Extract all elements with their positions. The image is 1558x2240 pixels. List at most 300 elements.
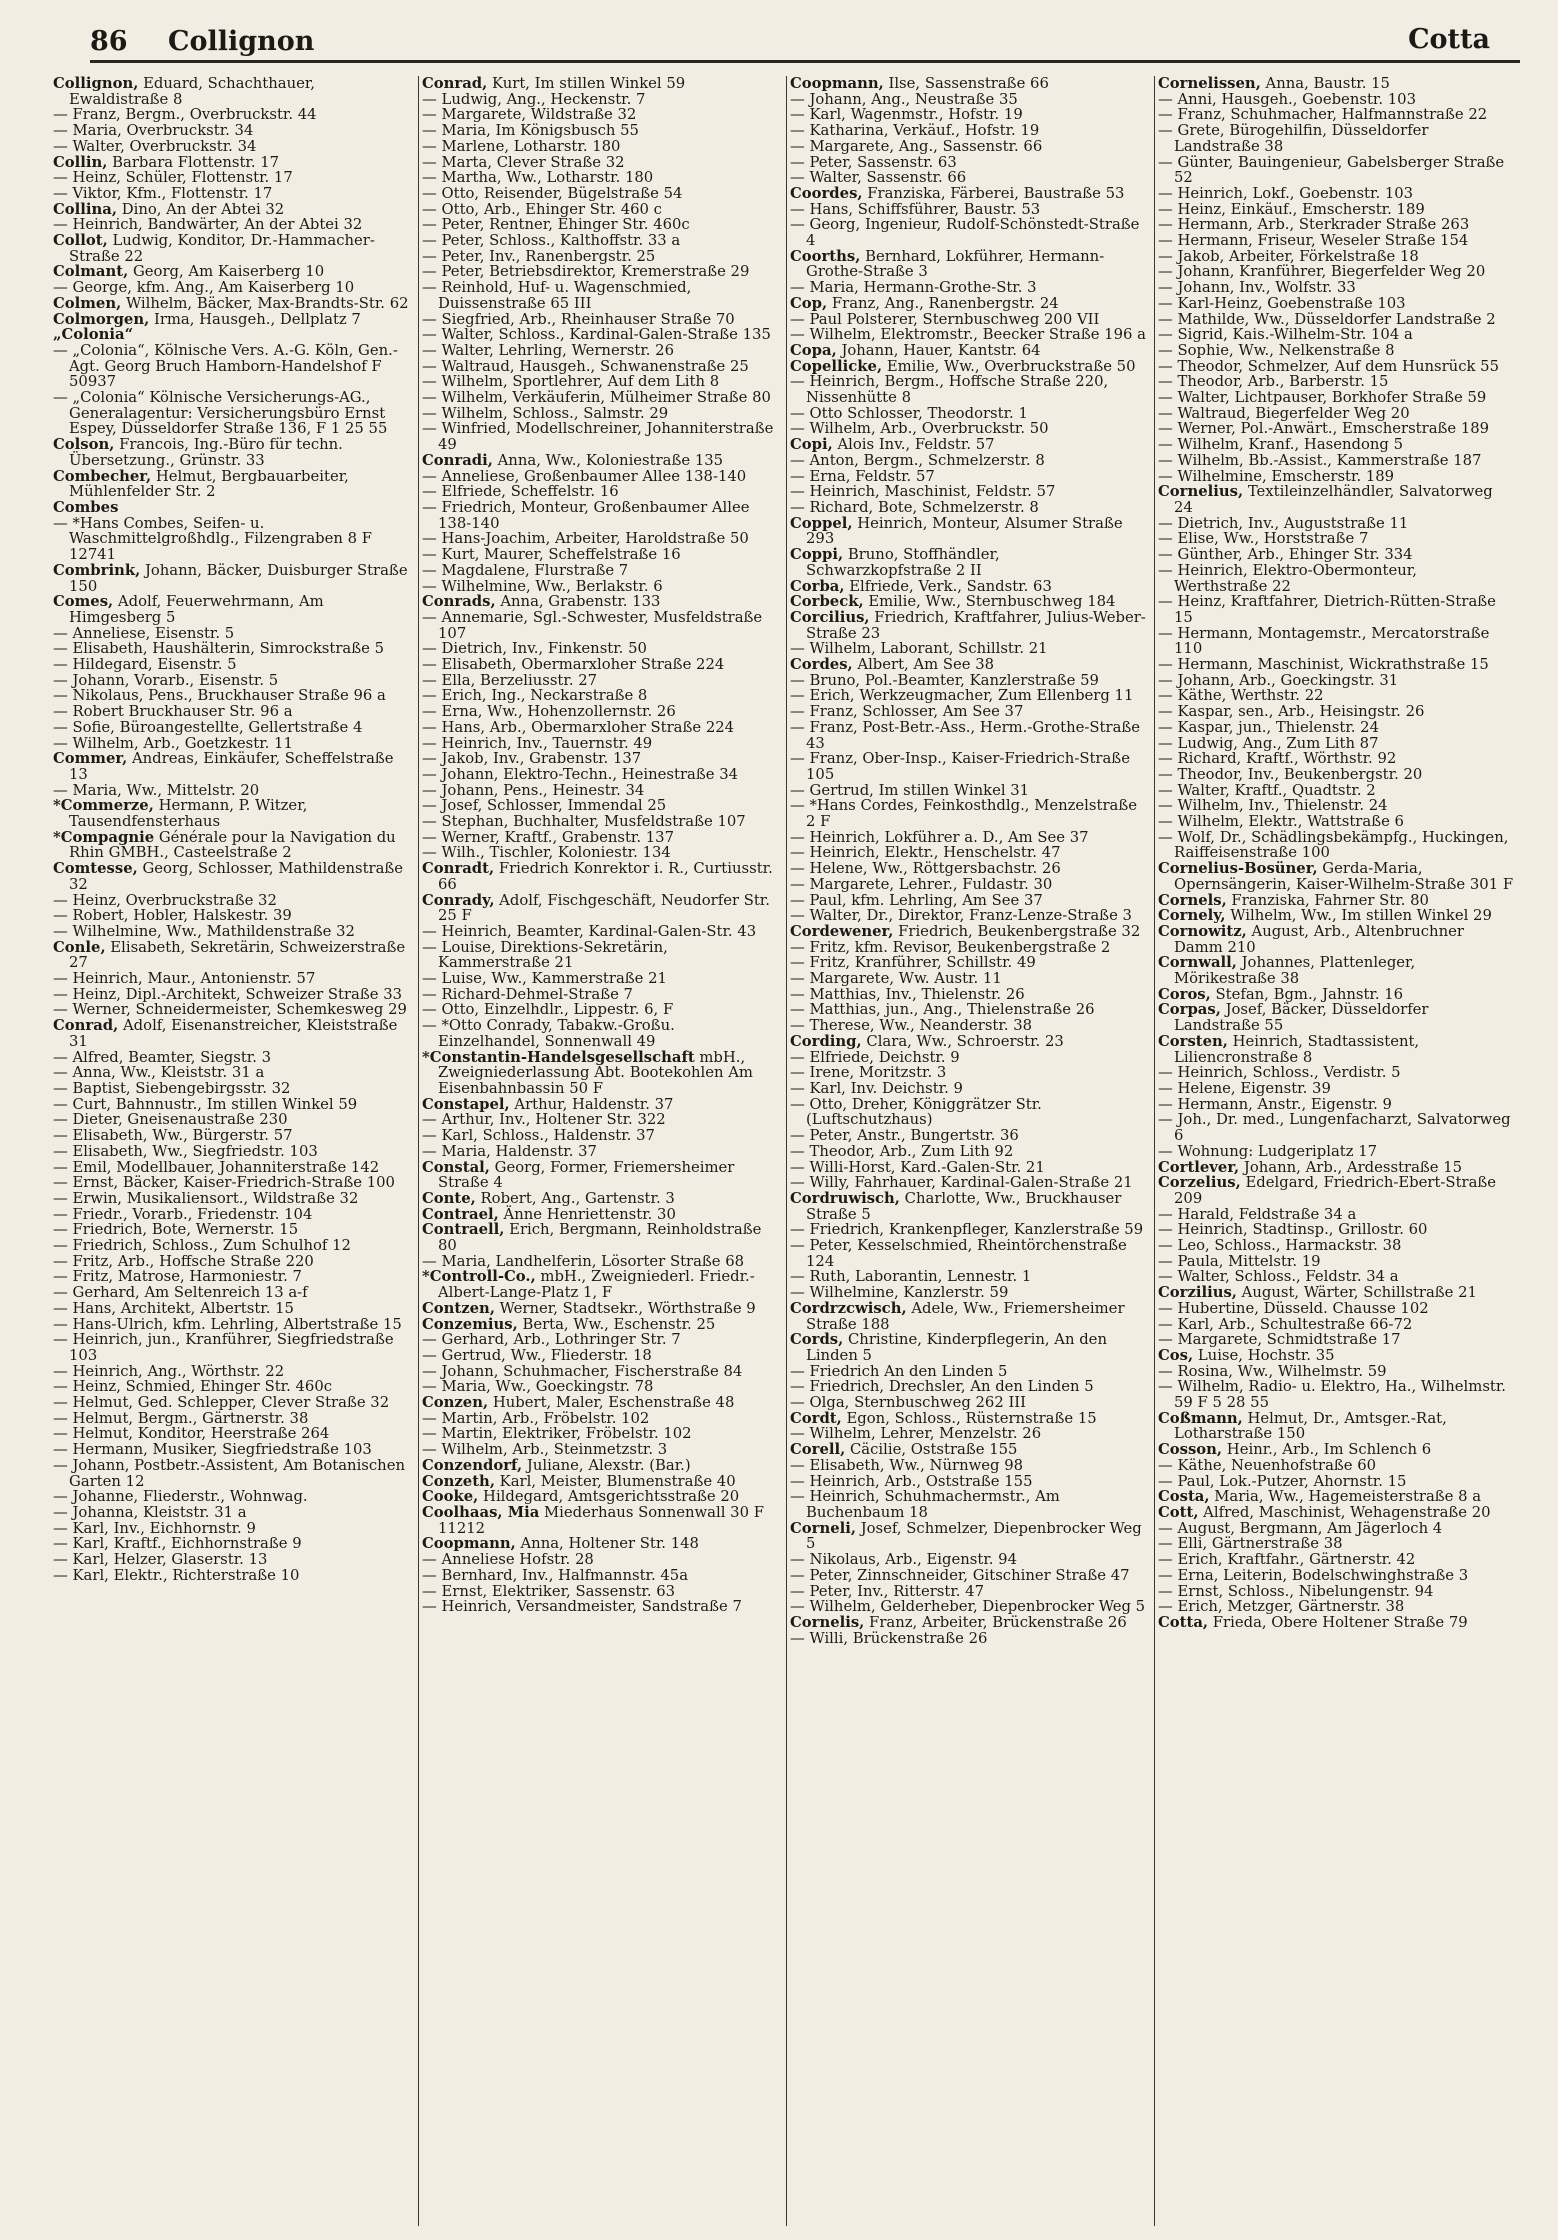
directory-entry	[422, 531, 778, 547]
entry-text: Adolf, Fischgeschäft, Neudorfer Str. 25 F	[438, 891, 770, 925]
directory-entry	[790, 861, 1146, 877]
directory-entry	[790, 908, 1146, 924]
entry-text: — Erwin, Musikaliensort., Wildstraße 32	[53, 1189, 359, 1207]
entry-text: — Heinrich, Maur., Antonienstr. 57	[53, 970, 316, 988]
directory-entry	[422, 594, 778, 610]
directory-entry	[790, 1081, 1146, 1097]
directory-entry	[1158, 264, 1514, 280]
entry-text: Albert, Am See 38	[852, 656, 995, 674]
entry-text: — Franz, Post-Betr.-Ass., Herm.-Grothe-Straße 43	[790, 718, 1141, 752]
surname-heading: Cornowitz,	[1158, 922, 1247, 940]
entry-text: — Waltraud, Hausgeh., Schwanenstraße 25	[422, 357, 749, 375]
entry-text: Christine, Kinderpflegerin, An den Linden 5	[806, 1331, 1107, 1364]
directory-entry	[53, 736, 410, 752]
entry-text: — Ernst, Schloss., Nibelungenstr. 94	[1158, 1582, 1434, 1600]
entry-text: Ludwig, Konditor, Dr.-Hammacher-Straße 22	[69, 232, 375, 265]
directory-entry	[1158, 123, 1514, 154]
entry-text: — Franz, Schuhmacher, Halfmannstraße 22	[1158, 106, 1488, 124]
directory-entry	[1158, 830, 1514, 861]
directory-entry	[53, 1521, 410, 1537]
directory-entry	[422, 751, 778, 767]
entry-text: — Erna, Feldstr. 57	[790, 467, 935, 485]
directory-entry	[1158, 1269, 1514, 1285]
entry-text: — Ella, Berzeliusstr. 27	[422, 671, 598, 689]
directory-entry	[53, 280, 410, 296]
directory-entry	[53, 924, 410, 940]
directory-entry	[1158, 1348, 1514, 1364]
header-rule	[90, 60, 1520, 63]
entry-text: Charlotte, Ww., Bruckhauser Straße 5	[806, 1189, 1122, 1223]
entry-text: — Paul, Lok.-Putzer, Ahornstr. 15	[1158, 1472, 1407, 1490]
entry-text: Friedrich, Beukenbergstraße 32	[893, 922, 1141, 940]
entry-text: Elisabeth, Sekretärin, Schweizerstraße 27	[69, 938, 406, 972]
directory-entry	[53, 1144, 410, 1160]
directory-entry	[422, 1254, 778, 1270]
directory-entry	[1158, 484, 1514, 515]
entry-text: — Baptist, Siebengebirgsstr. 32	[53, 1080, 291, 1097]
directory-entry	[422, 861, 778, 892]
directory-entry	[790, 657, 1146, 673]
entry-text: — Ludwig, Ang., Zum Lith 87	[1158, 734, 1379, 752]
entry-text: — Elisabeth, Ww., Bürgerstr. 57	[53, 1127, 293, 1145]
surname-heading: Coopmann,	[790, 76, 884, 92]
directory-entry	[1158, 1505, 1514, 1521]
directory-entry	[53, 641, 410, 657]
entry-text: — Johanna, Kleiststr. 31 a	[53, 1503, 247, 1521]
entry-text: — Erich, Metzger, Gärtnerstr. 38	[1158, 1598, 1405, 1616]
directory-entry	[790, 1332, 1146, 1363]
directory-entry	[1158, 1238, 1514, 1254]
surname-heading: Cooke,	[422, 1488, 479, 1506]
directory-entry	[422, 1379, 778, 1395]
directory-entry	[790, 1631, 1146, 1647]
directory-entry	[1158, 390, 1514, 406]
entry-text: — Matthias, Inv., Thielenstr. 26	[790, 985, 1025, 1003]
directory-entry	[1158, 327, 1514, 343]
directory-entry	[1158, 547, 1514, 563]
directory-entry	[53, 1050, 410, 1066]
column-2	[418, 76, 786, 2226]
directory-entry	[790, 1160, 1146, 1176]
entry-text: Josef, Bäcker, Düsseldorfer Landstraße 55	[1174, 1001, 1429, 1035]
entry-text: — Kaspar, jun., Thielenstr. 24	[1158, 718, 1380, 736]
directory-entry	[1158, 1568, 1514, 1584]
entry-text: — Peter, Rentner, Ehinger Str. 460c	[422, 216, 690, 234]
entry-text: — Luise, Ww., Kammerstraße 21	[422, 970, 667, 988]
directory-entry	[53, 908, 410, 924]
entry-text: — Wilhelm, Kranf., Hasendong 5	[1158, 436, 1404, 454]
directory-entry	[790, 704, 1146, 720]
directory-entry	[1158, 217, 1514, 233]
directory-entry	[53, 312, 410, 328]
directory-entry	[790, 374, 1146, 405]
directory-entry	[790, 280, 1146, 296]
entry-text: — Peter, Zinnschneider, Gitschiner Straße 47	[790, 1566, 1130, 1584]
entry-text: — Heinrich, Elektr., Henschelstr. 47	[790, 844, 1061, 862]
surname-heading: Combecher,	[53, 467, 152, 485]
directory-entry	[422, 1395, 778, 1411]
directory-entry	[53, 1426, 410, 1442]
directory-entry	[1158, 1332, 1514, 1348]
directory-entry	[1158, 359, 1514, 375]
entry-text: — Elfriede, Deichstr. 9	[790, 1048, 960, 1066]
directory-entry	[53, 1552, 410, 1568]
entry-text: — Johann, Inv., Wolfstr. 33	[1158, 279, 1356, 297]
entry-text: — Peter, Anstr., Bungertstr. 36	[790, 1127, 1019, 1145]
entry-text: — Peter, Sassenstr. 63	[790, 153, 957, 171]
directory-entry	[422, 1442, 778, 1458]
directory-entry	[53, 626, 410, 642]
surname-heading: Cornely,	[1158, 907, 1226, 925]
directory-entry	[422, 987, 778, 1003]
entry-text: — Wilhelm, Bb.-Assist., Kammerstraße 187	[1158, 451, 1482, 469]
entry-text: — Wilhelm, Arb., Goetzkestr. 11	[53, 734, 293, 752]
directory-entry	[422, 1207, 778, 1223]
directory-entry	[790, 1301, 1146, 1332]
directory-entry	[422, 186, 778, 202]
entry-text: — Annemarie, Sgl.-Schwester, Musfeldstraße 107	[422, 608, 763, 642]
entry-text: — Paula, Mittelstr. 19	[1158, 1252, 1321, 1270]
directory-entry	[790, 1269, 1146, 1285]
entry-text: — Heinrich, Ang., Wörthstr. 22	[53, 1362, 285, 1380]
entry-text: — Anneliese, Großenbaumer Allee 138-140	[422, 467, 747, 485]
entry-text: — Wilhelmine, Ww., Mathildenstraße 32	[53, 922, 355, 940]
entry-text: — Otto Schlosser, Theodorstr. 1	[790, 404, 1028, 422]
surname-heading: Conzendorf,	[422, 1456, 523, 1474]
directory-entry	[53, 1379, 410, 1395]
entry-text: — Walter, Lichtpauser, Borkhofer Straße 59	[1158, 389, 1487, 407]
directory-entry	[1158, 312, 1514, 328]
directory-entry	[1158, 1081, 1514, 1097]
page-number: 86	[90, 26, 128, 57]
entry-text: — Walter, Sassenstr. 66	[790, 169, 967, 187]
entry-text: — Richard, Bote, Schmelzerstr. 8	[790, 498, 1039, 516]
entry-text: Andreas, Einkäufer, Scheffelstraße 13	[69, 750, 394, 783]
directory-entry	[422, 924, 778, 940]
directory-entry	[422, 1317, 778, 1333]
directory-entry	[422, 641, 778, 657]
directory-entry	[1158, 1364, 1514, 1380]
entry-text: — Marta, Clever Straße 32	[422, 153, 625, 171]
entry-text: — Karl, Helzer, Glaserstr. 13	[53, 1551, 268, 1569]
entry-text: — Kaspar, sen., Arb., Heisingstr. 26	[1158, 703, 1425, 721]
entry-text: — Friedrich, Monteur, Großenbaumer Allee 138-140	[422, 498, 750, 532]
surname-heading: Colmant,	[53, 263, 129, 281]
entry-text: — Bruno, Pol.-Beamter, Kanzlerstraße 59	[790, 671, 1099, 689]
directory-entry	[422, 1489, 778, 1505]
directory-entry	[422, 783, 778, 799]
surname-heading: Conrads,	[422, 593, 496, 611]
surname-heading: Collin,	[53, 153, 108, 171]
entry-text: — Erna, Ww., Hohenzollernstr. 26	[422, 703, 676, 721]
directory-entry	[1158, 704, 1514, 720]
entry-text: — Bernhard, Inv., Halfmannstr. 45a	[422, 1566, 689, 1584]
directory-entry	[422, 1097, 778, 1113]
left-running-head: Collignon	[168, 26, 315, 57]
surname-heading: Cornelis,	[790, 1613, 865, 1631]
entry-text: — Elisabeth, Ww., Siegfriedstr. 103	[53, 1142, 318, 1160]
directory-entry	[422, 1536, 778, 1552]
entry-text: — Wohnung: Ludgeriplatz 17	[1158, 1142, 1378, 1160]
entry-text: — Katharina, Verkäuf., Hofstr. 19	[790, 122, 1040, 140]
directory-entry	[53, 1097, 410, 1113]
surname-heading: Comes,	[53, 593, 114, 611]
directory-entry	[422, 1332, 778, 1348]
directory-entry	[422, 704, 778, 720]
directory-entry	[53, 594, 410, 625]
directory-entry	[790, 1552, 1146, 1568]
directory-entry	[422, 720, 778, 736]
entry-text: — Wolf, Dr., Schädlingsbekämpfg., Huckingen, Raiffeisenstraße 100	[1158, 828, 1509, 862]
directory-entry	[53, 987, 410, 1003]
directory-entry	[53, 217, 410, 233]
entry-text: — Ernst, Bäcker, Kaiser-Friedrich-Straße 100	[53, 1174, 395, 1192]
directory-entry	[790, 516, 1146, 547]
entry-text: — Maria, Ww., Goeckingstr. 78	[422, 1378, 654, 1396]
entry-text: — Heinrich, Lokf., Goebenstr. 103	[1158, 184, 1414, 202]
entry-text: — Wilhelm, Schloss., Salmstr. 29	[422, 404, 669, 422]
surname-heading: Collignon,	[53, 76, 139, 92]
entry-text: — Theodor, Schmelzer, Auf dem Hunsrück 55	[1158, 357, 1499, 375]
entry-text: Johann, Arb., Ardesstraße 15	[1239, 1158, 1463, 1176]
directory-entry	[1158, 1458, 1514, 1474]
entry-text: — Karl, Inv., Eichhornstr. 9	[53, 1519, 256, 1537]
directory-entry	[422, 233, 778, 249]
entry-text: — Louise, Direktions-Sekretärin, Kammerstraße 21	[422, 938, 668, 972]
entry-text: — Hans, Schiffsführer, Baustr. 53	[790, 200, 1041, 218]
directory-entry	[422, 202, 778, 218]
entry-text: Georg, Schlosser, Mathildenstraße 32	[69, 860, 404, 893]
entry-text: — Hermann, Arb., Sterkrader Straße 263	[1158, 216, 1470, 234]
entry-text: Dino, An der Abtei 32	[117, 200, 285, 218]
surname-heading: Cop,	[790, 294, 828, 312]
entry-text: — Karl, Arb., Schultestraße 66-72	[1158, 1315, 1413, 1333]
directory-entry	[422, 92, 778, 108]
entry-text: Luise, Hochstr. 35	[1193, 1346, 1335, 1364]
entry-text: — Karl, Inv. Deichstr. 9	[790, 1080, 963, 1097]
entry-text: — Johann, Postbetr.-Assistent, Am Botanischen Garten 12	[53, 1456, 406, 1490]
entry-text: Friedrich, Kraftfahrer, Julius-Weber-Straße 23	[806, 608, 1146, 642]
directory-entry	[790, 469, 1146, 485]
directory-entry	[422, 547, 778, 563]
directory-entry	[790, 500, 1146, 516]
entry-text: — Paul, kfm. Lehrling, Am See 37	[790, 891, 1043, 909]
directory-entry	[790, 940, 1146, 956]
directory-entry	[422, 170, 778, 186]
entry-text: — Franz, Bergm., Overbruckstr. 44	[53, 106, 317, 124]
directory-entry	[53, 1112, 410, 1128]
entry-text: — Wilhelm, Arb., Steinmetzstr. 3	[422, 1441, 668, 1459]
entry-text: Emilie, Ww., Sternbuschweg 184	[863, 593, 1116, 611]
entry-text: mbH., Zweigniederlassung Abt. Bootekohlen Am Eisenbahnbassin 50 F	[438, 1048, 753, 1097]
directory-entry	[790, 1034, 1146, 1050]
directory-entry	[422, 657, 778, 673]
entry-text: Franziska, Fahrner Str. 80	[1226, 891, 1429, 909]
entry-text: Karl, Meister, Blumenstraße 40	[494, 1472, 736, 1490]
entry-text: — Heinz, Dipl.-Architekt, Schweizer Straße 33	[53, 985, 403, 1003]
surname-heading: Cords,	[790, 1331, 844, 1349]
entry-text: Johannes, Plattenleger, Mörikestraße 38	[1174, 954, 1416, 988]
surname-heading: Cornelius-Bosüner,	[1158, 860, 1318, 878]
entry-text: — Wilhelm, Lehrer, Menzelstr. 26	[790, 1425, 1042, 1443]
directory-entry	[422, 767, 778, 783]
entry-text: — Wilhelm, Verkäuferin, Mülheimer Straße 80	[422, 389, 771, 407]
directory-entry	[53, 830, 410, 861]
entry-text: — Harald, Feldstraße 34 a	[1158, 1205, 1357, 1223]
surname-heading: Constal,	[422, 1158, 490, 1176]
surname-heading: Cordrzcwisch,	[790, 1299, 907, 1317]
entry-text: — Walter, Lehrling, Wernerstr. 26	[422, 341, 675, 359]
directory-entry	[53, 343, 410, 390]
directory-entry	[422, 249, 778, 265]
entry-text: Textileinzelhändler, Salvatorweg 24	[1174, 483, 1493, 516]
directory-entry	[53, 1175, 410, 1191]
directory-entry	[53, 1207, 410, 1223]
entry-text: Elfriede, Verk., Sandstr. 63	[844, 577, 1052, 595]
directory-entry	[53, 1018, 410, 1049]
directory-entry	[1158, 893, 1514, 909]
directory-entry	[1158, 783, 1514, 799]
directory-entry	[790, 1442, 1146, 1458]
directory-entry	[422, 1128, 778, 1144]
page-header	[40, 20, 1520, 66]
surname-heading: Colson,	[53, 436, 115, 454]
surname-heading: Cos,	[1158, 1346, 1194, 1364]
directory-entry	[1158, 594, 1514, 625]
directory-entry	[422, 155, 778, 171]
directory-entry	[422, 673, 778, 689]
entry-text: — Winfried, Modellschreiner, Johanniterstraße 49	[422, 420, 774, 454]
entry-text: — Wilhelm, Elektr., Wattstraße 6	[1158, 813, 1404, 831]
directory-entry	[790, 845, 1146, 861]
entry-text: — Fritz, Kranführer, Schillstr. 49	[790, 954, 1036, 972]
entry-text: — Werner, Pol.-Anwärt., Emscherstraße 189	[1158, 420, 1490, 438]
directory-entry	[790, 484, 1146, 500]
entry-text: — Willi, Brückenstraße 26	[790, 1629, 988, 1647]
entry-text: — Georg, Ingenieur, Rudolf-Schönstedt-Straße 4	[790, 216, 1140, 250]
entry-text: Irma, Hausgeh., Dellplatz 7	[149, 310, 361, 328]
directory-entry	[422, 280, 778, 311]
entry-text: — Sophie, Ww., Nelkenstraße 8	[1158, 341, 1395, 359]
surname-heading: Corba,	[790, 577, 845, 595]
entry-text: — Maria, Overbruckstr. 34	[53, 122, 254, 140]
surname-heading: Corcilius,	[790, 608, 870, 626]
entry-text: — Walter, Dr., Direktor, Franz-Lenze-Straße 3	[790, 907, 1132, 925]
entry-text: — Johann, Vorarb., Eisenstr. 5	[53, 671, 279, 689]
entry-text: — Käthe, Werthstr. 22	[1158, 687, 1324, 705]
directory-entry	[53, 469, 410, 500]
surname-heading: Cornelius,	[1158, 483, 1244, 501]
entry-text: — Fritz, Matrose, Harmoniestr. 7	[53, 1268, 302, 1286]
surname-heading: Conradt,	[422, 860, 495, 878]
directory-entry	[53, 798, 410, 829]
entry-text: — Margarete, Wildstraße 32	[422, 106, 637, 124]
directory-entry	[1158, 1411, 1514, 1442]
directory-entry	[790, 217, 1146, 248]
directory-entry	[1158, 186, 1514, 202]
directory-entry	[1158, 202, 1514, 218]
directory-entry	[1158, 1285, 1514, 1301]
directory-entry	[53, 783, 410, 799]
entry-text: Egon, Schloss., Rüsternstraße 15	[841, 1409, 1097, 1427]
entry-text: Anna, Ww., Koloniestraße 135	[492, 451, 724, 469]
entry-text: Barbara Flottenstr. 17	[107, 153, 280, 171]
entry-text: Georg, Former, Friemersheimer Straße 4	[438, 1158, 735, 1192]
directory-entry	[422, 1568, 778, 1584]
entry-text: — Hans-Ulrich, kfm. Lehrling, Albertstraße 15	[53, 1315, 402, 1333]
directory-entry	[1158, 1317, 1514, 1333]
entry-text: — Helmut, Bergm., Gärtnerstr. 38	[53, 1409, 309, 1427]
entry-text: — Karl, Elektr., Richterstraße 10	[53, 1566, 300, 1584]
directory-entry	[53, 1301, 410, 1317]
entry-text: — Werner, Schneidermeister, Schemkesweg 29	[53, 1001, 407, 1019]
directory-entry	[790, 1568, 1146, 1584]
directory-entry	[790, 249, 1146, 280]
directory-entry	[53, 107, 410, 123]
entry-text: Hubert, Maler, Eschenstraße 48	[488, 1394, 735, 1412]
entry-text: — Maria, Landhelferin, Lösorter Straße 68	[422, 1252, 745, 1270]
entry-text: — Theodor, Inv., Beukenbergstr. 20	[1158, 765, 1423, 783]
directory-entry	[53, 1395, 410, 1411]
entry-text: — Alfred, Beamter, Siegstr. 3	[53, 1048, 272, 1066]
directory-entry	[790, 1285, 1146, 1301]
directory-entry	[790, 139, 1146, 155]
surname-heading: Contrael,	[422, 1205, 499, 1223]
entry-text: — Elli, Gärtnerstraße 38	[1158, 1535, 1343, 1553]
entry-text: — Wilhelmine, Kanzlerstr. 59	[790, 1284, 1009, 1302]
surname-heading: Combes	[53, 498, 119, 516]
entry-text: — Willy, Fahrhauer, Kardinal-Galen-Straße 21	[790, 1174, 1133, 1192]
entry-text: — Grete, Bürogehilfin, Düsseldorfer Landstraße 38	[1158, 122, 1429, 155]
directory-entry	[790, 1002, 1146, 1018]
entry-text: Gerda-Maria, Opernsängerin, Kaiser-Wilhelm-Straße 301 F	[1174, 860, 1514, 893]
entry-text: — Friedrich, Schloss., Zum Schulhof 12	[53, 1237, 351, 1255]
entry-text: — Jakob, Inv., Grabenstr. 137	[422, 750, 642, 768]
entry-text: — Peter, Betriebsdirektor, Kremerstraße 29	[422, 263, 750, 281]
directory-entry	[53, 1285, 410, 1301]
surname-heading: *Constantin-Handelsgesellschaft	[422, 1048, 695, 1066]
entry-text: Francois, Ing.-Büro für techn. Übersetzung., Grünstr. 33	[69, 436, 343, 469]
surname-heading: Conle,	[53, 938, 106, 956]
directory-entry	[790, 1521, 1146, 1552]
directory-entry	[53, 1489, 410, 1505]
entry-text: Frieda, Obere Holtener Straße 79	[1208, 1613, 1468, 1631]
entry-text: — Johanne, Fliederstr., Wohnwag.	[53, 1488, 308, 1506]
entry-text: — Heinrich, Stadtinsp., Grillostr. 60	[1158, 1221, 1428, 1239]
surname-heading: Constapel,	[422, 1095, 510, 1113]
directory-entry	[422, 1160, 778, 1191]
directory-entry	[790, 641, 1146, 657]
directory-entry	[422, 500, 778, 531]
surname-heading: Colmen,	[53, 294, 122, 312]
directory-entry	[790, 453, 1146, 469]
entry-text: — Gertrud, Im stillen Winkel 31	[790, 781, 1030, 799]
entry-text: Anna, Holtener Str. 148	[515, 1535, 699, 1553]
entry-text: — Heinrich, Bergm., Hoffsche Straße 220, Nissenhütte 8	[790, 373, 1109, 407]
entry-text: — Erich, Werkzeugmacher, Zum Ellenberg 11	[790, 687, 1134, 705]
entry-text: — Johann, Schuhmacher, Fischerstraße 84	[422, 1362, 743, 1380]
directory-entry	[422, 421, 778, 452]
surname-heading: Cotta,	[1158, 1613, 1209, 1631]
directory-entry	[53, 327, 410, 343]
directory-entry	[53, 296, 410, 312]
entry-text: — Werner, Kraftf., Grabenstr. 137	[422, 828, 675, 846]
entry-text: Wilhelm, Ww., Im stillen Winkel 29	[1225, 907, 1492, 925]
directory-entry	[1158, 924, 1514, 955]
surname-heading: Conrady,	[422, 891, 495, 909]
directory-entry	[790, 1395, 1146, 1411]
directory-entry	[790, 186, 1146, 202]
